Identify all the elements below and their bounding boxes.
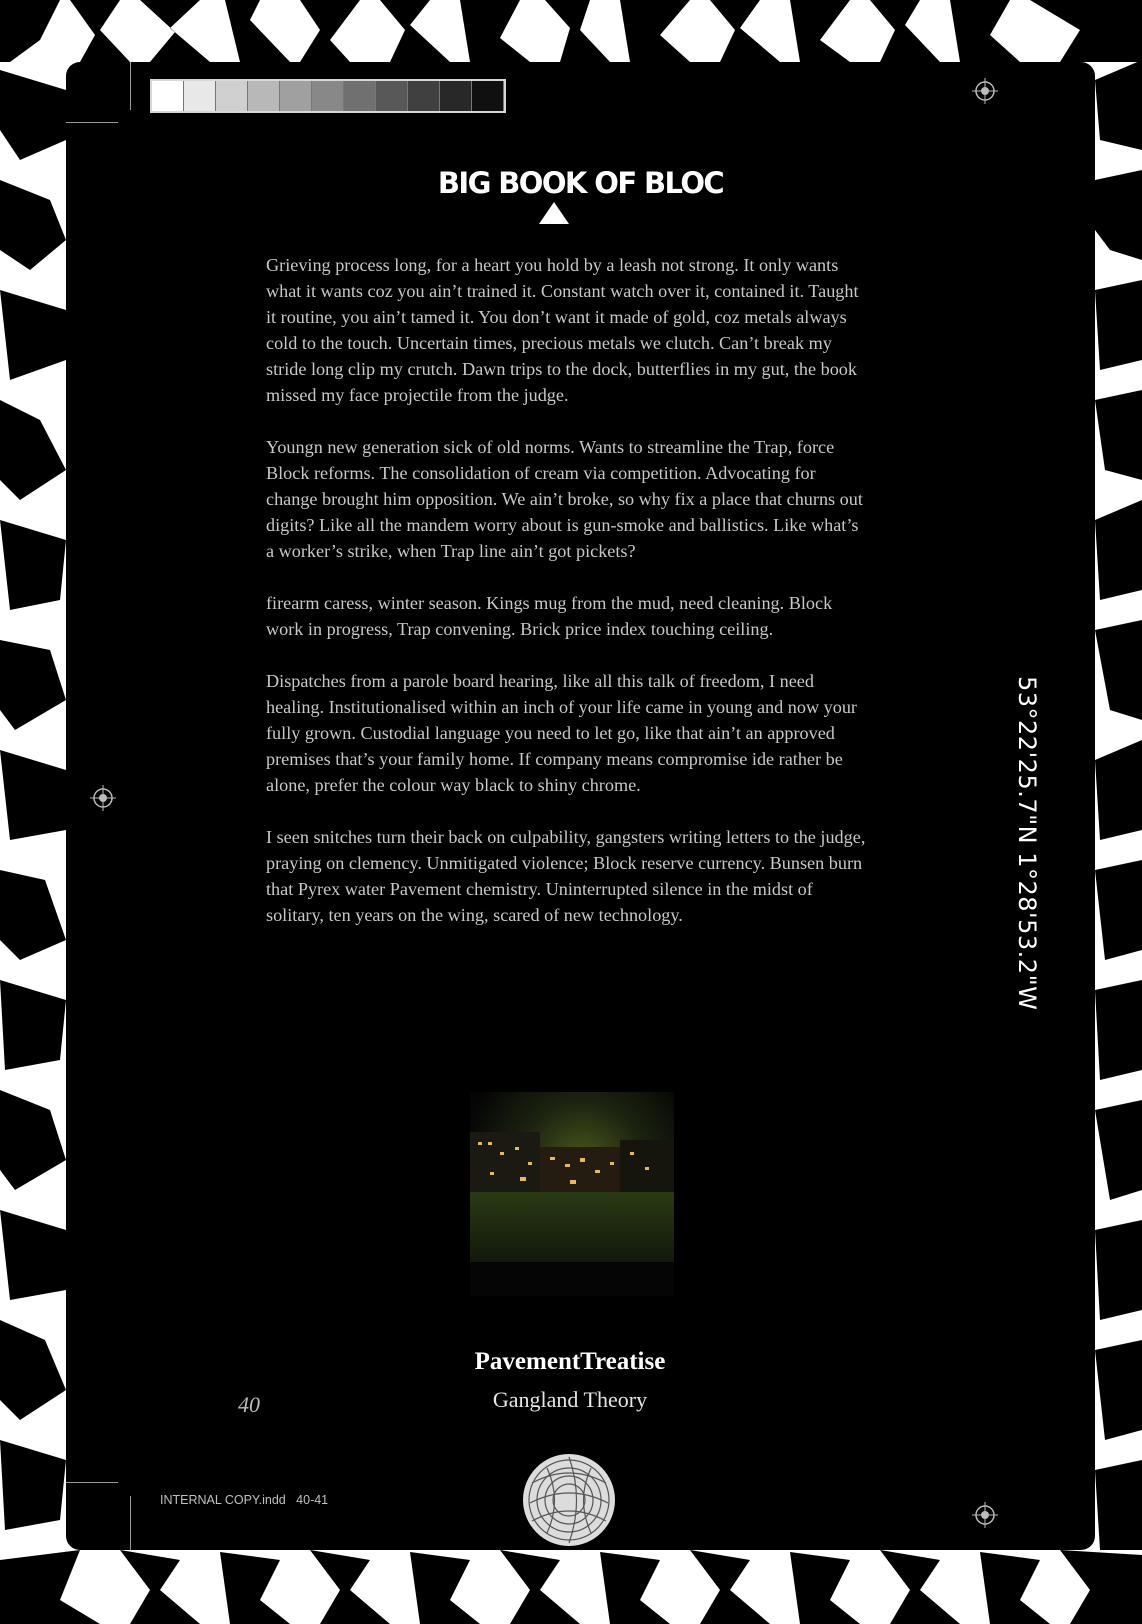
publisher-name: PavementTreatise — [474, 1348, 666, 1375]
crop-mark — [66, 1482, 118, 1483]
coordinates-label: 53°22'25.7"N 1°28'53.2"W — [1013, 676, 1041, 1011]
book-page — [66, 62, 1095, 1550]
registration-mark-icon — [90, 785, 116, 811]
night-estate-photo — [470, 1092, 674, 1296]
publisher-subtitle: Gangland Theory — [492, 1387, 648, 1412]
seal-emblem — [522, 1453, 616, 1547]
paragraph: Grieving process long, for a heart you hold by a leash not strong. It only wants what it wants coz you ain’t trained it. Constant watch over it, contained it. Taught it routine, you ain’t tamed it. You don’t want it made of gold, coz metals always cold to the touch. Uncertain times, precious metals we clutch. Can’t break my stride long clip my crutch. Dawn trips to the dock, butterflies in my gut, the book missed my face projectile from the judge. — [266, 255, 859, 405]
crop-mark — [130, 62, 131, 110]
greyscale-bar — [150, 79, 506, 113]
page-number: 40 — [238, 1392, 260, 1417]
paragraph: Youngn new generation sick of old norms. Wants to streamline the Trap, force Block reforms. The consolidation of cream via competition. Advocating for change brought him opposition. We ain’t broke, so why fix a place that churns out digits? Like all the mandem worry about is gun-smoke and ballistics. Like what’s a worker’s strike, when Trap line ain’t got pickets? — [266, 437, 863, 561]
paragraph: Dispatches from a parole board hearing, like all this talk of freedom, I need healing. Institutionalised within an inch of your life came in young and now your fully grown. Custodial language you need to let go, like that ain’t an approved premises that’s your family home. If company means compromise ide rather be alone, prefer the colour way black to shiny chrome. — [266, 671, 857, 795]
crop-mark — [130, 1496, 131, 1550]
triangle-icon — [539, 202, 569, 224]
body-text — [266, 252, 866, 954]
crop-mark — [66, 122, 118, 123]
registration-mark-icon — [972, 78, 998, 104]
paragraph: I seen snitches turn their back on culpability, gangsters writing letters to the judge, praying on clemency. Unmitigated violence; Block reserve currency. Bunsen burn that Pyrex water Pavement chemistry. Uninterrupted silence in the midst of solitary, ten years on the wing, scared of new technology. — [266, 827, 866, 925]
registration-mark-icon — [972, 1502, 998, 1528]
paragraph: firearm caress, winter season. Kings mug from the mud, need cleaning. Block work in progress, Trap convening. Brick price index touching ceiling. — [266, 593, 833, 639]
page-title: BIG BOOK OF BLOC — [437, 166, 724, 200]
file-slug: INTERNAL COPY.indd 40-41 — [160, 1493, 329, 1507]
